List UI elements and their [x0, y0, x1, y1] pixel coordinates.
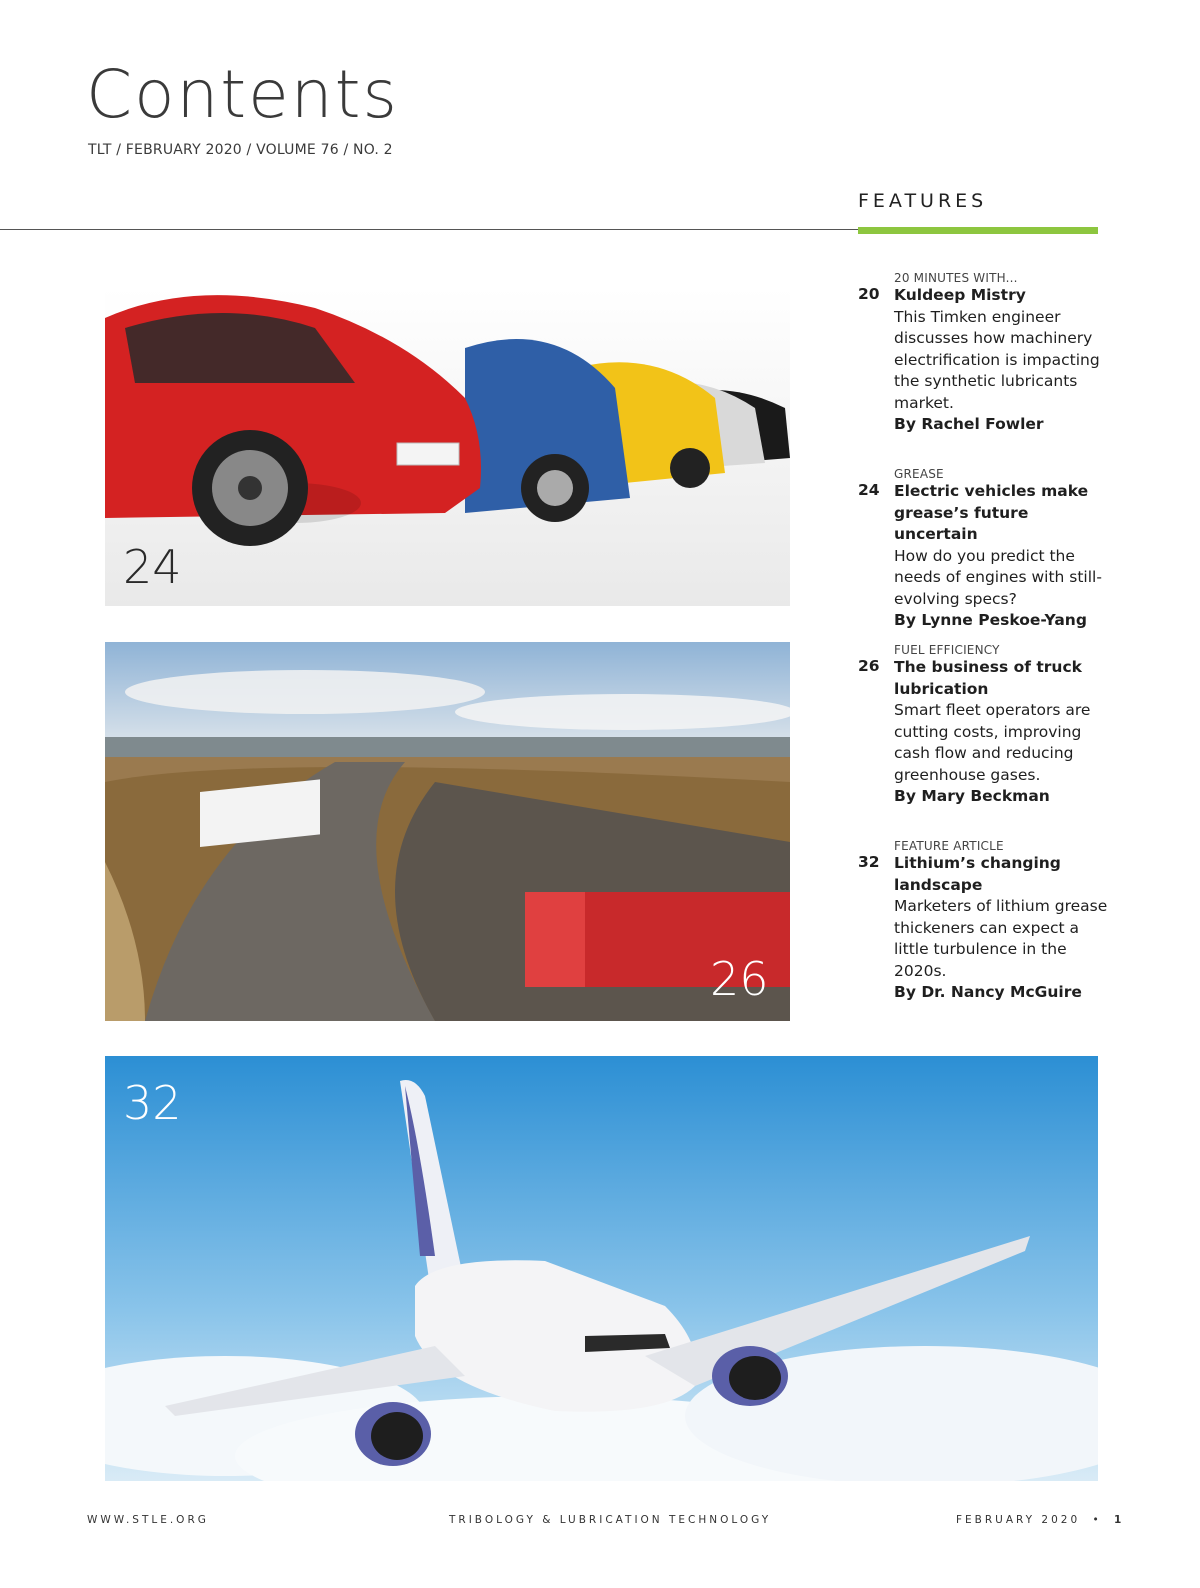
photo-page-number-32: 32: [123, 1076, 182, 1130]
feature-description: This Timken engineer discusses how machinery electrification is impacting the synthetic lubricants market.: [894, 307, 1100, 412]
feature-page-number: 32: [858, 853, 880, 871]
feature-category: 20 MINUTES WITH...: [894, 271, 1018, 285]
photo-electric-cars[interactable]: [105, 288, 790, 606]
feature-item[interactable]: [858, 271, 1108, 436]
feature-byline: By Rachel Fowler: [894, 415, 1044, 433]
issue-info: TLT / FEBRUARY 2020 / VOLUME 76 / NO. 2: [88, 142, 393, 158]
feature-category: GREASE: [894, 467, 944, 481]
feature-description: How do you predict the needs of engines with still-evolving specs?: [894, 546, 1102, 608]
feature-page-number: 24: [858, 481, 880, 499]
footer-separator: •: [1092, 1514, 1102, 1526]
header-divider: [0, 229, 858, 230]
feature-headline[interactable]: Kuldeep Mistry: [894, 286, 1026, 304]
footer-date: FEBRUARY 2020: [956, 1514, 1081, 1526]
page-title: Contents: [86, 56, 399, 133]
photo-airplane[interactable]: [105, 1056, 1098, 1481]
feature-headline[interactable]: Electric vehicles make grease’s future uncertain: [894, 482, 1089, 543]
feature-category: FUEL EFFICIENCY: [894, 643, 1000, 657]
feature-description: Marketers of lithium grease thickeners can expect a little turbulence in the 2020s.: [894, 897, 1108, 980]
feature-item[interactable]: [858, 467, 1108, 632]
feature-byline: By Dr. Nancy McGuire: [894, 983, 1082, 1001]
feature-headline[interactable]: The business of truck lubrication: [894, 658, 1082, 698]
features-accent-bar: [858, 227, 1098, 234]
airplane-illustration: [105, 1056, 1098, 1481]
feature-page-number: 20: [858, 285, 880, 303]
cars-illustration: [105, 288, 790, 606]
footer-publication: TRIBOLOGY & LUBRICATION TECHNOLOGY: [449, 1514, 772, 1526]
feature-headline[interactable]: Lithium’s changing landscape: [894, 854, 1061, 894]
footer-page-number: 1: [1114, 1514, 1125, 1526]
highway-illustration: [105, 642, 790, 1021]
features-heading: FEATURES: [858, 190, 988, 212]
feature-category: FEATURE ARTICLE: [894, 839, 1004, 853]
feature-byline: By Mary Beckman: [894, 787, 1050, 805]
footer-website[interactable]: WWW.STLE.ORG: [87, 1514, 209, 1526]
feature-byline: By Lynne Peskoe-Yang: [894, 611, 1087, 629]
photo-page-number-24: 24: [123, 540, 182, 594]
footer-date-page: [956, 1514, 1124, 1526]
feature-page-number: 26: [858, 657, 880, 675]
feature-item[interactable]: [858, 643, 1108, 808]
feature-description: Smart fleet operators are cutting costs, improving cash flow and reducing greenhouse gases.: [894, 701, 1091, 784]
photo-page-number-26: 26: [710, 952, 769, 1006]
photo-trucks-highway[interactable]: [105, 642, 790, 1021]
feature-item[interactable]: [858, 839, 1108, 1004]
